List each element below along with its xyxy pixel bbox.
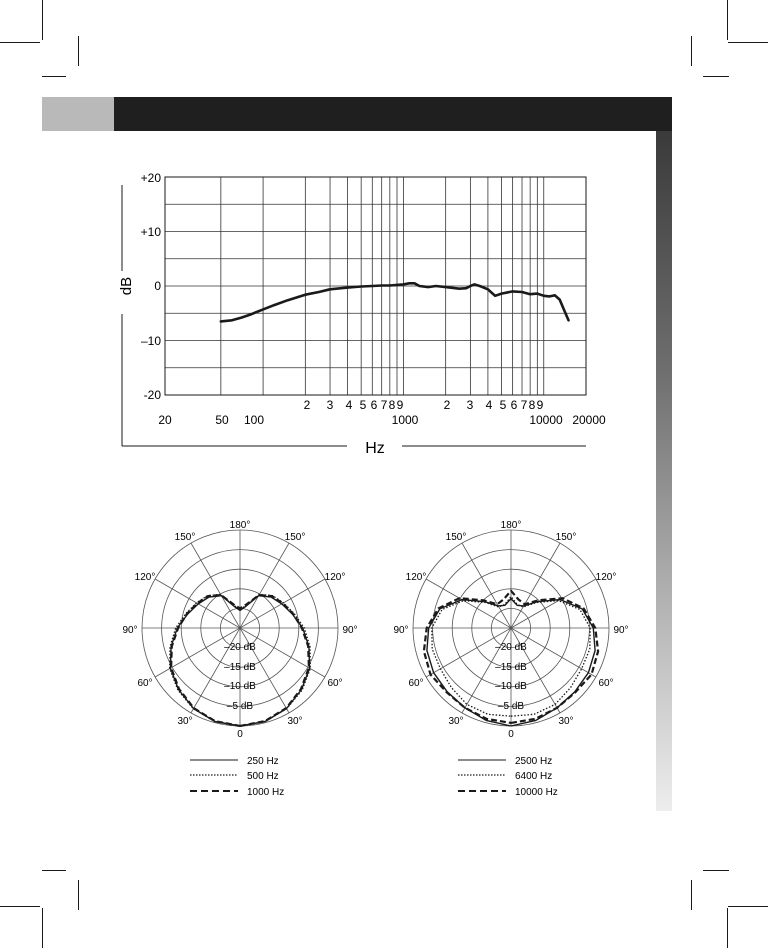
fr-x-minor-tick-label: 9 <box>536 398 544 412</box>
fr-x-axis-title: Hz <box>365 440 385 457</box>
fr-x-minor-tick-label: 3 <box>326 398 334 412</box>
legend-label: 1000 Hz <box>247 787 285 798</box>
polar-angle-label: 150° <box>284 532 306 543</box>
polar-legend <box>458 756 558 798</box>
polar-angle-label: 120° <box>405 572 427 583</box>
legend-label: 500 Hz <box>247 771 279 782</box>
fr-x-minor-tick-label: 5 <box>359 398 367 412</box>
fr-x-minor-tick-label: 6 <box>370 398 378 412</box>
fr-x-minor-tick-label: 5 <box>499 398 507 412</box>
polar-ring-label: –20 dB <box>495 642 527 653</box>
polar-angle-label: 90° <box>122 625 138 636</box>
fr-x-minor-tick-label: 8 <box>388 398 396 412</box>
polar-angle-label: 0 <box>237 729 243 740</box>
fr-y-tick-label: +20 <box>140 171 161 185</box>
fr-x-minor-tick-label: 7 <box>520 398 528 412</box>
fr-x-minor-tick-label: 9 <box>396 398 404 412</box>
polar-ring-label: –10 dB <box>224 681 256 692</box>
fr-y-tick-label: –10 <box>140 334 161 348</box>
fr-x-tick-label: 20 <box>158 413 172 427</box>
polar-angle-label: 150° <box>555 532 577 543</box>
polar-angle-label: 180° <box>229 520 251 531</box>
polar-chart-low <box>122 520 357 798</box>
fr-x-minor-tick-label: 8 <box>528 398 536 412</box>
legend-label: 2500 Hz <box>515 756 553 767</box>
polar-angle-label: 0 <box>508 729 514 740</box>
fr-x-minor-tick-label: 2 <box>443 398 451 412</box>
legend-label: 6400 Hz <box>515 771 553 782</box>
fr-series <box>221 283 569 321</box>
fr-x-tick-label: 50 <box>215 413 229 427</box>
polar-ring-label: –5 dB <box>497 701 525 712</box>
legend-label: 250 Hz <box>247 756 279 767</box>
fr-x-tick-label: 1000 <box>391 413 419 427</box>
fr-x-tick-label: 100 <box>243 413 265 427</box>
polar-grid <box>142 530 338 726</box>
fr-series-line <box>221 283 569 321</box>
polar-ring-label: –5 dB <box>226 701 254 712</box>
polar-angle-label: 90° <box>393 625 409 636</box>
polar-angle-label: 120° <box>324 572 346 583</box>
fr-x-minor-tick-label: 7 <box>380 398 388 412</box>
fr-x-minor-tick-label: 4 <box>485 398 493 412</box>
polar-ring-label: –10 dB <box>495 681 527 692</box>
polar-angle-label: 60° <box>137 678 153 689</box>
polar-chart-high <box>393 520 628 798</box>
polar-ring-label: –15 dB <box>495 662 527 673</box>
fr-x-tick-label: 10000 <box>529 413 563 427</box>
polar-angle-label: 150° <box>445 532 467 543</box>
polar-angle-label: 30° <box>177 716 193 727</box>
fr-x-minor-tick-label: 2 <box>303 398 311 412</box>
polar-angle-label: 30° <box>558 716 574 727</box>
fr-y-tick-label: -20 <box>143 388 161 402</box>
fr-y-tick-label: +10 <box>140 225 161 239</box>
fr-y-axis-title: dB <box>118 276 135 296</box>
fr-x-tick-label: 20000 <box>572 413 606 427</box>
polar-angle-label: 60° <box>598 678 614 689</box>
fr-x-minor-tick-label: 6 <box>510 398 518 412</box>
polar-angle-label: 60° <box>408 678 424 689</box>
polar-angle-label: 150° <box>174 532 196 543</box>
legend-label: 10000 Hz <box>515 787 558 798</box>
polar-angle-label: 120° <box>134 572 156 583</box>
polar-grid <box>413 530 609 726</box>
polar-legend <box>190 756 284 798</box>
polar-angle-label: 90° <box>342 625 358 636</box>
fr-x-minor-tick-label: 4 <box>345 398 353 412</box>
polar-angle-label: 180° <box>500 520 522 531</box>
polar-angle-label: 120° <box>595 572 617 583</box>
fr-x-minor-tick-label: 3 <box>466 398 474 412</box>
fr-y-tick-label: 0 <box>154 279 161 293</box>
polar-angle-label: 60° <box>327 678 343 689</box>
polar-angle-label: 90° <box>613 625 629 636</box>
polar-angle-label: 30° <box>287 716 303 727</box>
polar-angle-label: 30° <box>448 716 464 727</box>
polar-ring-label: –20 dB <box>224 642 256 653</box>
polar-ring-label: –15 dB <box>224 662 256 673</box>
